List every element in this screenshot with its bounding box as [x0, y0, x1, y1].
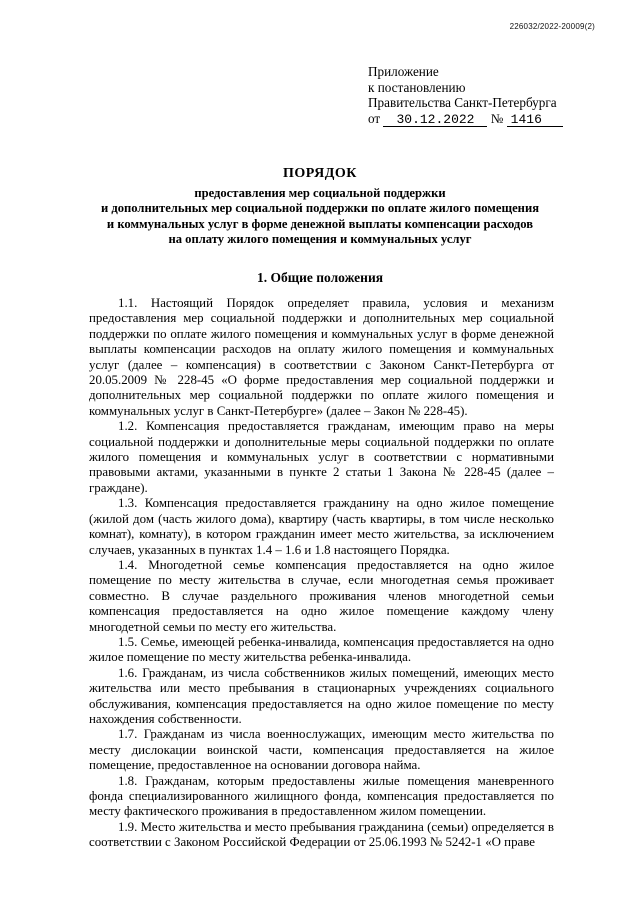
paragraph: 1.3. Компенсация предоставляется гражданину на одно жилое помещение (жилой дом (часть жилого дома), квартиру (часть квартиры, в том числе несколько комнат), комнату), в котором гражданин имеет место жительства, за исключением случаев, указанных в пунктах 1.4 – 1.6 и 1.8 настоящего Порядка. [89, 496, 554, 557]
title-subtitle [90, 186, 550, 247]
paragraph: 1.8. Гражданам, которым предоставлены жилые помещения маневренного фонда специализированного жилищного фонда, компенсация предоставляется по месту фактического проживания в предоставленном жилом помещении. [89, 773, 554, 819]
paragraph: 1.9. Место жительства и место пребывания гражданина (семьи) определяется в соответствии с Законом Российской Федерации от 25.06.1993 № 5242-1 «О праве [89, 819, 554, 850]
appendix-line: Правительства Санкт-Петербурга [368, 95, 557, 110]
appendix-line: к постановлению [368, 79, 466, 95]
subtitle-line: и дополнительных мер социальной поддержки по оплате жилого помещения [100, 201, 540, 216]
resolution-date: 30.12.2022 [383, 114, 487, 127]
date-prefix: от [368, 110, 381, 126]
appendix-date-line [368, 111, 563, 127]
paragraph: 1.1. Настоящий Порядок определяет правила, условия и механизм предоставления мер социальной поддержки и дополнительных мер социальной поддержки по оплате жилого помещения и коммунальных услуг в форме денежной выплаты компенсации расходов на оплату жилого помещения и коммунальных услуг (далее – компенсация) в соответствии с Законом Санкт-Петербурга от 20.05.2009 № 228-45 «О форме предоставления мер социальной поддержки и дополнительных мер социальной поддержки по оплате жилого помещения и коммунальных услуг в Санкт-Петербурге» (далее – Закон № 228-45). [89, 296, 554, 418]
document-title [90, 166, 550, 247]
paragraph: 1.7. Гражданам из числа военнослужащих, имеющим место жительства по месту дислокации воинской части, компенсация предоставляется на жилое помещение, предоставленное на основании договора найма. [89, 727, 554, 773]
appendix-block [368, 64, 563, 127]
appendix-line: Приложение [368, 64, 439, 79]
subtitle-line: на оплату жилого помещения и коммунальных услуг [168, 231, 472, 246]
paragraph: 1.5. Семье, имеющей ребенка-инвалида, компенсация предоставляется на одно жилое помещение по месту жительства ребенка-инвалида. [89, 634, 554, 665]
paragraph: 1.4. Многодетной семье компенсация предоставляется на одно жилое помещение по месту жительства в случае, если многодетная семья проживает совместно. В случае раздельного проживания членов многодетной семьи компенсация предоставляется на одно жилое помещение каждому члену многодетной семьи по месту его жительства. [89, 557, 554, 634]
subtitle-line: и коммунальных услуг в форме денежной выплаты компенсации расходов [106, 216, 534, 231]
resolution-number: 1416 [507, 114, 563, 127]
paragraph: 1.2. Компенсация предоставляется гражданам, имеющим право на меры социальной поддержки и дополнительные меры социальной поддержки по оплате жилого помещения и коммунальных услуг в соответствии с нормативными правовыми актами, указанными в пункте 2 статьи 1 Закона № 228-45 (далее – граждане). [89, 419, 554, 495]
paragraph: 1.6. Гражданам, из числа собственников жилых помещений, имеющих место жительства или место пребывания в стационарных учреждениях социального обслуживания, компенсация предоставляется на одно жилое помещение по месту нахождения собственности. [89, 665, 554, 726]
subtitle-line: предоставления мер социальной поддержки [194, 186, 446, 200]
number-prefix: № [490, 110, 504, 126]
document-body [89, 296, 554, 851]
document-id: 226032/2022-20009(2) [509, 22, 595, 31]
section-title: 1. Общие положения [256, 270, 384, 285]
title-main: ПОРЯДОК [283, 166, 357, 181]
